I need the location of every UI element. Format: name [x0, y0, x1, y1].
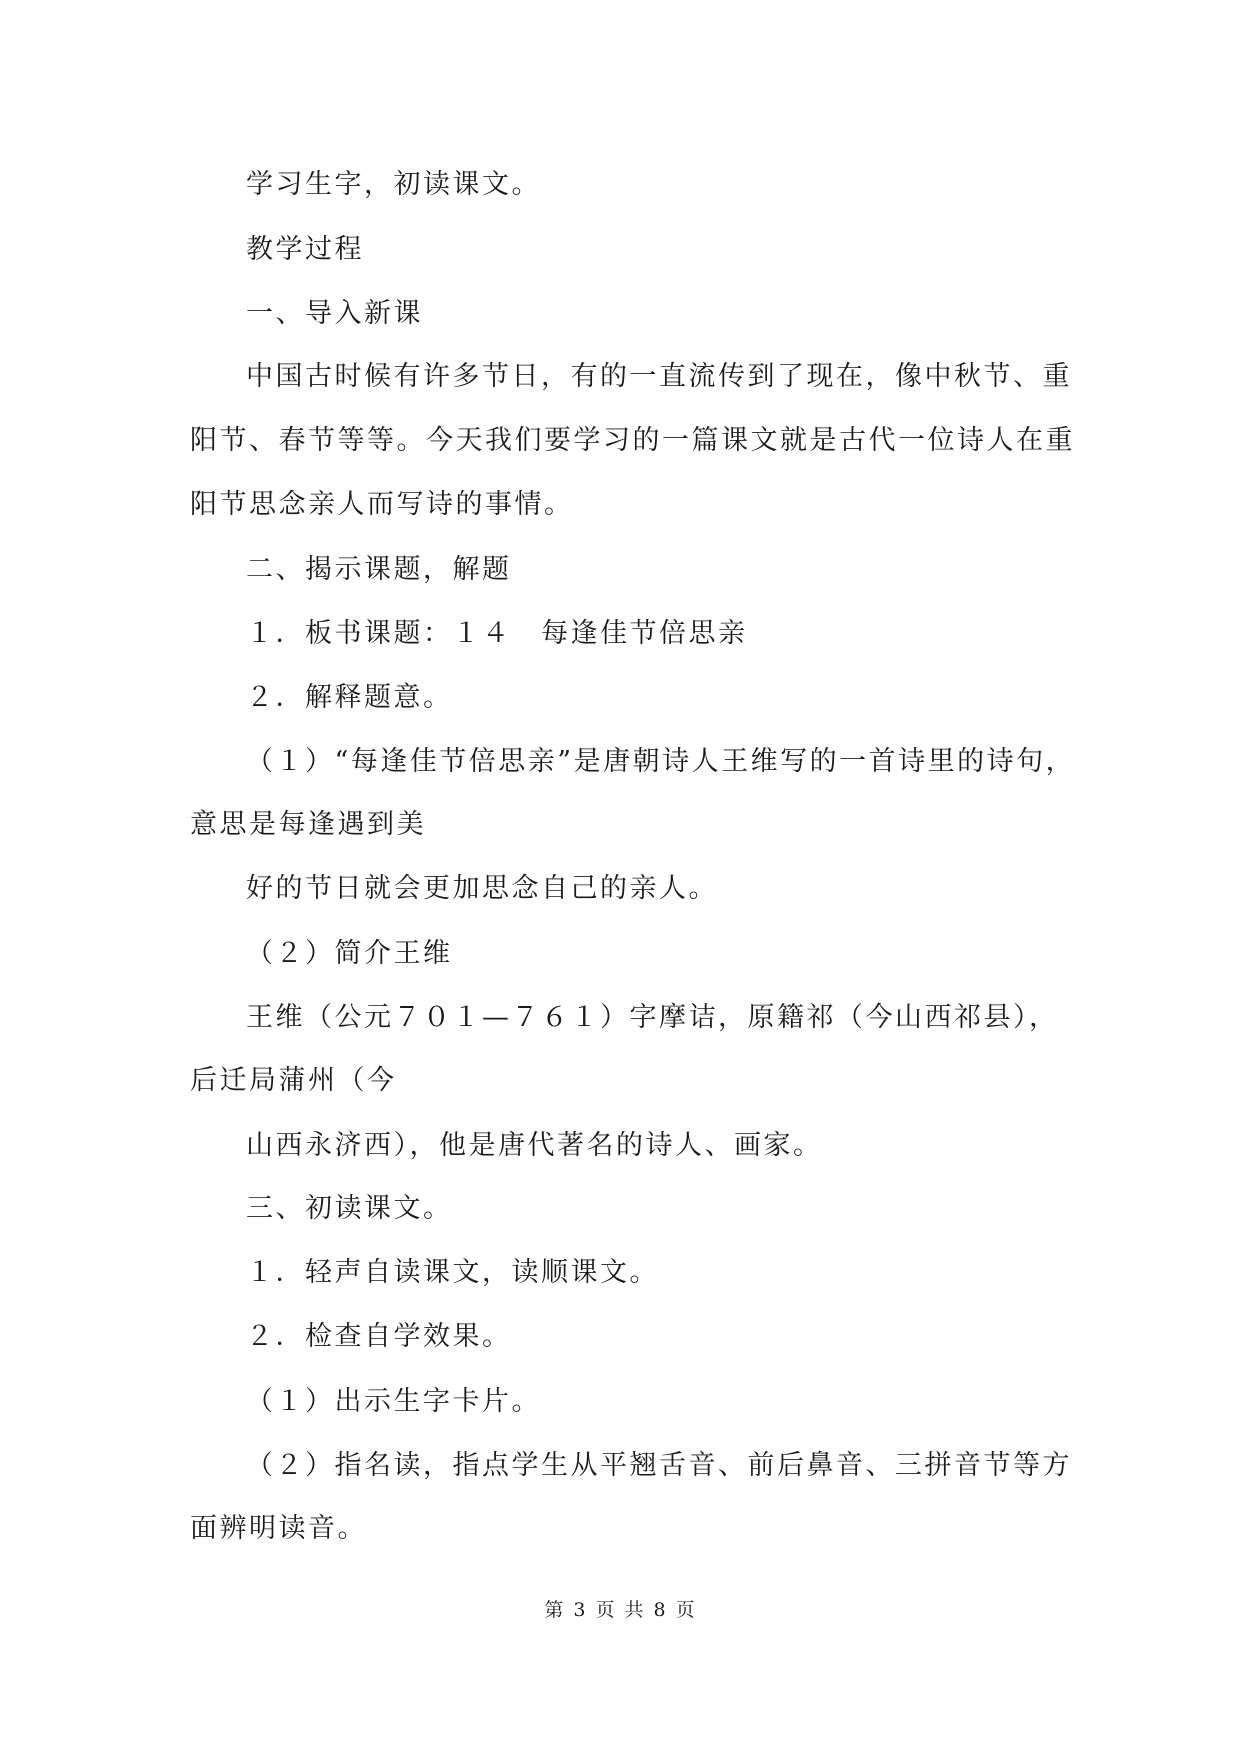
- section-heading: 二、揭示课题，解题: [246, 554, 512, 585]
- list-item: １．轻声自读课文，读顺课文。: [246, 1257, 659, 1288]
- paragraph-line: （１）“每逢佳节倍思亲”是唐朝诗人王维写的一首诗里的诗句，: [246, 746, 1076, 777]
- paragraph-line: 中国古时候有许多节日，有的一直流传到了现在，像中秋节、重: [246, 361, 1072, 392]
- list-item: １．板书课题：１４ 每逢佳节倍思亲: [246, 618, 748, 649]
- page-number-footer: 第 3 页 共 8 页: [544, 1599, 697, 1621]
- paragraph-line: 阳节、春节等等。今天我们要学习的一篇课文就是古代一位诗人在重: [190, 425, 1075, 456]
- paragraph-line: 山西永济西），他是唐代著名的诗人、画家。: [246, 1130, 823, 1161]
- paragraph-line: 王维（公元７０１—７６１）字摩诘，原籍祁（今山西祁县），: [246, 1002, 1059, 1033]
- section-heading: 教学过程: [246, 234, 364, 265]
- paragraph-line: 阳节思念亲人而写诗的事情。: [190, 489, 574, 520]
- list-item: （２）简介王维: [246, 938, 453, 969]
- section-heading: 一、导入新课: [246, 298, 423, 329]
- paragraph-line: 后迁局蒲州（今: [190, 1065, 397, 1096]
- text-line: 学习生字，初读课文。: [246, 169, 541, 200]
- list-item: ２．检查自学效果。: [246, 1321, 512, 1352]
- section-heading: 三、初读课文。: [246, 1193, 453, 1224]
- paragraph-line: 意思是每逢遇到美: [190, 809, 426, 840]
- paragraph-line: （２）指名读，指点学生从平翘舌音、前后鼻音、三拼音节等方: [246, 1450, 1072, 1481]
- list-item: ２．解释题意。: [246, 682, 453, 713]
- paragraph-line: 面辨明读音。: [190, 1513, 367, 1544]
- paragraph-line: 好的节日就会更加思念自己的亲人。: [246, 873, 718, 904]
- list-item: （１）出示生字卡片。: [246, 1386, 541, 1417]
